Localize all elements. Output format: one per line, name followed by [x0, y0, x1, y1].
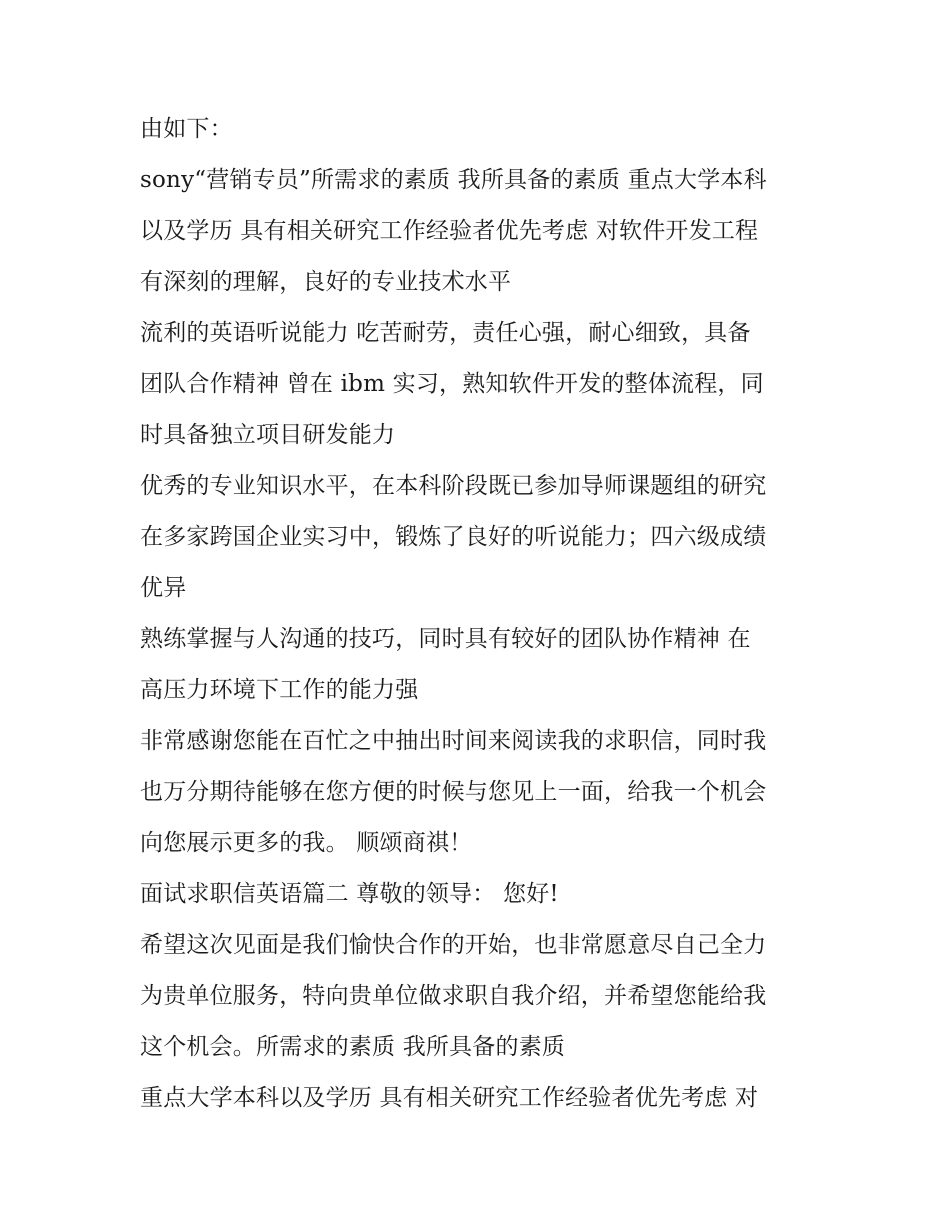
- text-line: 以及学历 具有相关研究工作经验者优先考虑 对软件开发工程: [140, 218, 759, 244]
- text-line: 重点大学本科以及学历 具有相关研究工作经验者优先考虑 对: [140, 1085, 759, 1111]
- text-line: 这个机会。所需求的素质 我所具备的素质: [140, 1034, 566, 1060]
- text-line: 希望这次见面是我们愉快合作的开始，也非常愿意尽自己全力: [140, 932, 767, 958]
- text-line: 有深刻的理解，良好的专业技术水平: [140, 269, 512, 295]
- text-line: 团队合作精神 曾在 ibm 实习，熟知软件开发的整体流程，同: [140, 371, 764, 397]
- text-line: 在多家跨国企业实习中，锻炼了良好的听说能力；四六级成绩: [140, 524, 767, 550]
- text-line: 也万分期待能够在您方便的时候与您见上一面，给我一个机会: [140, 779, 767, 805]
- text-line: 高压力环境下工作的能力强: [140, 677, 419, 703]
- text-line: 向您展示更多的我。 顺颂商祺！: [140, 830, 473, 856]
- text-line: sony“营销专员”所需求的素质 我所具备的素质 重点大学本科: [140, 167, 767, 193]
- text-line: 流利的英语听说能力 吃苦耐劳，责任心强，耐心细致，具备: [140, 320, 751, 346]
- text-line: 优异: [140, 575, 187, 601]
- text-line: 由如下：: [140, 116, 233, 142]
- text-line: 为贵单位服务，特向贵单位做求职自我介绍，并希望您能给我: [140, 983, 767, 1009]
- text-line: 熟练掌握与人沟通的技巧，同时具有较好的团队协作精神 在: [140, 626, 751, 652]
- text-line: 面试求职信英语篇二 尊敬的领导： 您好!: [140, 881, 559, 907]
- text-line: 时具备独立项目研发能力: [140, 422, 396, 448]
- document-body: [140, 104, 830, 1124]
- text-line: 优秀的专业知识水平，在本科阶段既已参加导师课题组的研究: [140, 473, 767, 499]
- text-line: 非常感谢您能在百忙之中抽出时间来阅读我的求职信，同时我: [140, 728, 767, 754]
